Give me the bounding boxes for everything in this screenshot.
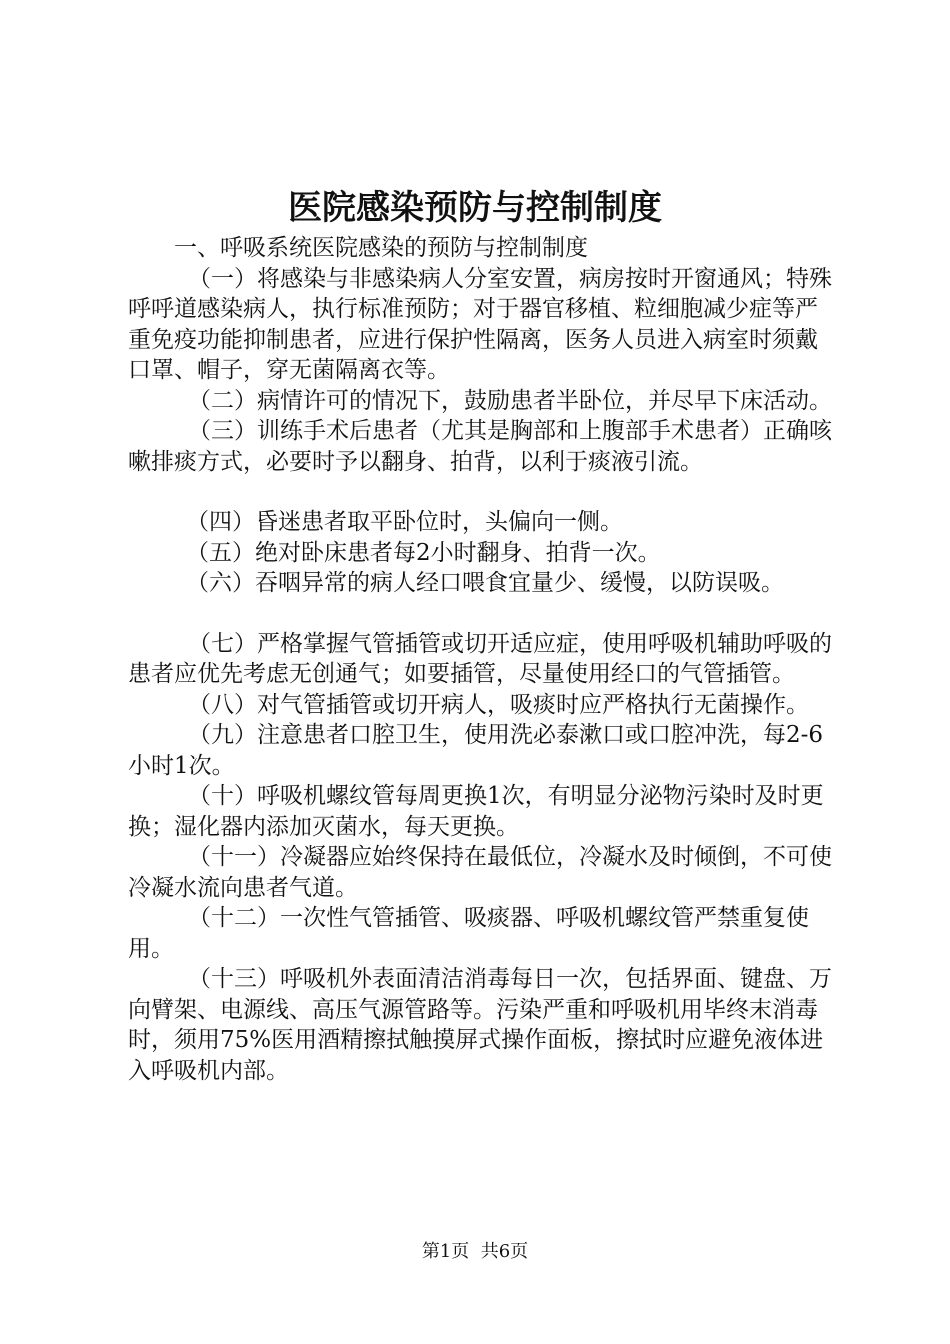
paragraph-9: （九）注意患者口腔卫生，使用洗必泰漱口或口腔冲洗，每2-6小时1次。 xyxy=(128,722,824,779)
document-title: 医院感染预防与控制制度 xyxy=(288,188,662,228)
paragraph-5: （五）绝对卧床患者每2小时翻身、拍背一次。 xyxy=(186,539,661,566)
paragraph-7: （七）严格掌握气管插管或切开适应症，使用呼吸机辅助呼吸的患者应优先考虑无创通气；如要插管，尽量使用经口的气管插管。 xyxy=(128,630,832,687)
paragraph-8: （八）对气管插管或切开病人，吸痰时应严格执行无菌操作。 xyxy=(188,691,809,718)
paragraph-11: （十一）冷凝器应始终保持在最低位，冷凝水及时倾倒，不可使冷凝水流向患者气道。 xyxy=(128,844,832,901)
page-footer: 第1页 共6页 xyxy=(421,1241,529,1262)
paragraph-2: （二）病情许可的情况下，鼓励患者半卧位，并尽早下床活动。 xyxy=(188,387,832,414)
paragraph-12: （十二）一次性气管插管、吸痰器、呼吸机螺纹管严禁重复使用。 xyxy=(128,905,809,962)
paragraph-10: （十）呼吸机螺纹管每周更换1次，有明显分泌物污染时及时更换；湿化器内添加灭菌水，每天更换。 xyxy=(128,783,824,840)
paragraph-13: （十三）呼吸机外表面清洁消毒每日一次，包括界面、键盘、万向臂架、电源线、高压气源管路等。污染严重和呼吸机用毕终末消毒时，须用75%医用酒精擦拭触摸屏式操作面板，擦拭时应避免液体进入呼吸机内部。 xyxy=(128,966,832,1084)
paragraph-6: （六）吞咽异常的病人经口喂食宜量少、缓慢，以防误吸。 xyxy=(186,570,784,596)
section-heading: 一、呼吸系统医院感染的预防与控制制度 xyxy=(174,235,588,261)
document-body xyxy=(128,233,840,1086)
paragraph-1: （一）将感染与非感染病人分室安置，病房按时开窗通风；特殊呼呼道感染病人，执行标准预防；对于器官移植、粒细胞减少症等严重免疫功能抑制患者，应进行保护性隔离，医务人员进入病室时须戴口罩、帽子，穿无菌隔离衣等。 xyxy=(128,265,832,383)
paragraph-3: （三）训练手术后患者（尤其是胸部和上腹部手术患者）正确咳嗽排痰方式，必要时予以翻身、拍背，以利于痰液引流。 xyxy=(128,418,832,475)
paragraph-4: （四）昏迷患者取平卧位时，头偏向一侧。 xyxy=(186,509,623,535)
